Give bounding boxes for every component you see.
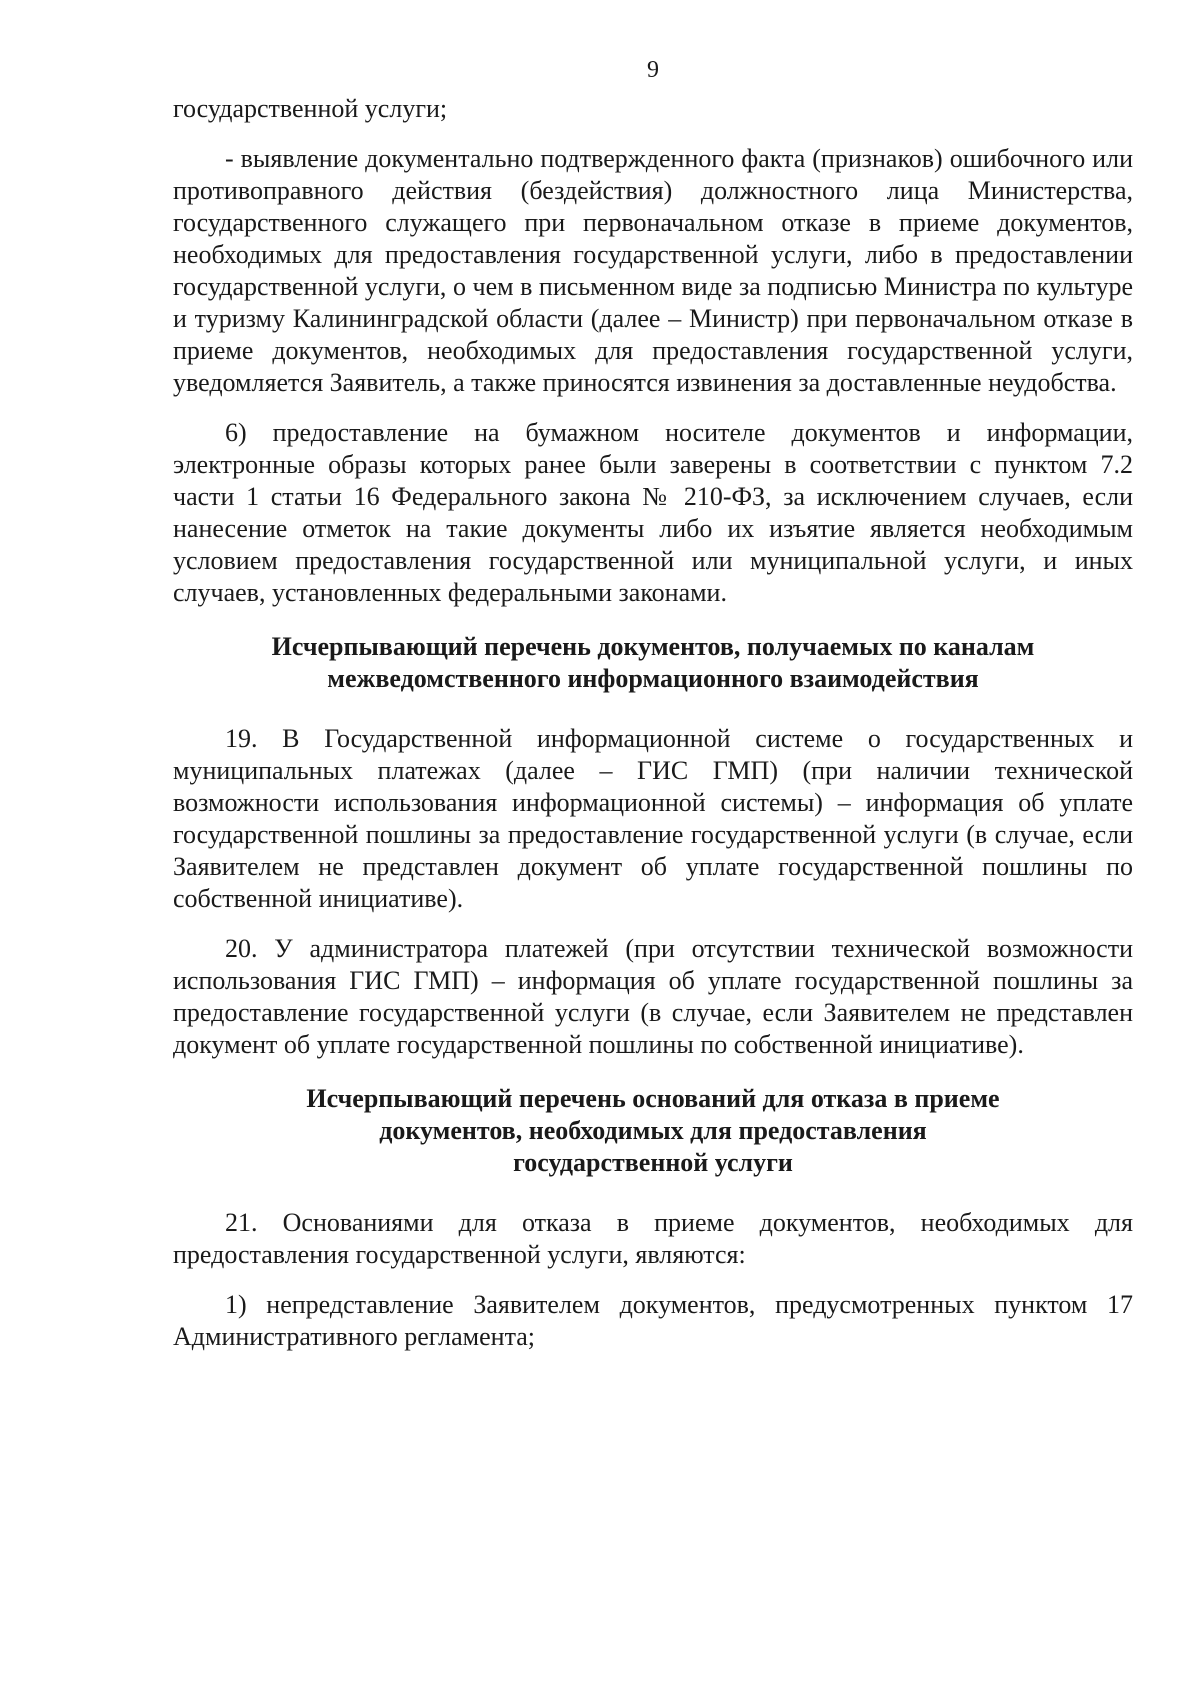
page-number: 9 <box>647 57 659 83</box>
paragraph-20: 20. У администратора платежей (при отсутствии технической возможности использования ГИС ГМП) – информация об уплате государственной пошлины за предоставление государственной услуги (в случае, если Заявителем не представлен документ об уплате государственной пошлины по собственной инициативе). <box>173 934 1133 1059</box>
document-page <box>173 55 1133 1371</box>
heading-line: государственной услуги <box>513 1148 793 1177</box>
section-heading-refusal-grounds <box>213 1083 1093 1179</box>
section-heading-interagency-documents <box>213 631 1093 695</box>
paragraph-continuation: государственной услуги; <box>173 94 448 123</box>
heading-line: документов, необходимых для предоставления <box>379 1116 927 1145</box>
paragraph-item-6: 6) предоставление на бумажном носителе документов и информации, электронные образы которых ранее были заверены в соответствии с пунктом 7.2 части 1 статьи 16 Федерального закона № 210-ФЗ, за исключением случаев, если нанесение отметок на такие документы либо их изъятие является необходимым условием предоставления государственной или муниципальной услуги, и иных случаев, установленных федеральными законами. <box>173 418 1133 607</box>
paragraph-21-item-1: 1) непредставление Заявителем документов, предусмотренных пунктом 17 Административного регламента; <box>173 1290 1133 1351</box>
heading-line: Исчерпывающий перечень оснований для отказа в приеме <box>306 1084 1000 1113</box>
paragraph-error-detection: - выявление документально подтвержденного факта (признаков) ошибочного или противоправного действия (бездействия) должностного лица Министерства, государственного служащего при первоначальном отказе в приеме документов, необходимых для предоставления государственной услуги, либо в предоставлении государственной услуги, о чем в письменном виде за подписью Министра по культуре и туризму Калининградской области (далее – Министр) при первоначальном отказе в приеме документов, необходимых для предоставления государственной услуги, уведомляется Заявитель, а также приносятся извинения за доставленные неудобства. <box>173 144 1133 397</box>
heading-line: межведомственного информационного взаимодействия <box>327 664 979 693</box>
paragraph-19: 19. В Государственной информационной системе о государственных и муниципальных платежах (далее – ГИС ГМП) (при наличии технической возможности использования информационной системы) – информация об уплате государственной пошлины за предоставление государственной услуги (в случае, если Заявителем не представлен документ об уплате государственной пошлины по собственной инициативе). <box>173 724 1133 913</box>
paragraph-21: 21. Основаниями для отказа в приеме документов, необходимых для предоставления государственной услуги, являются: <box>173 1208 1133 1269</box>
heading-line: Исчерпывающий перечень документов, получаемых по каналам <box>271 632 1035 661</box>
